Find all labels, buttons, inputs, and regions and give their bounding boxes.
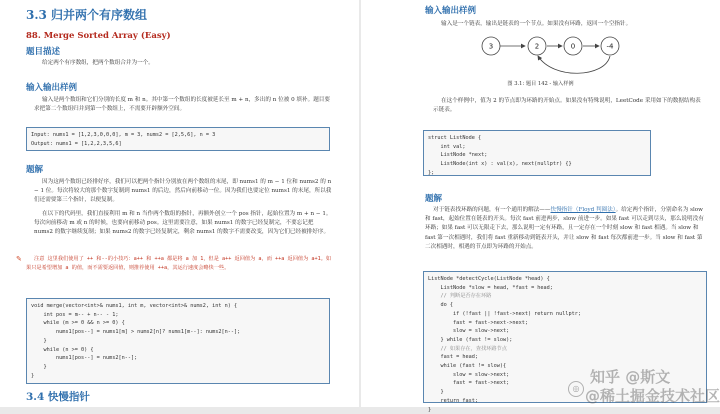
solution-heading: 题解 <box>425 194 443 204</box>
node-value: 0 <box>570 42 576 51</box>
solution-text: 对于链表找环路的问题，有一个通用的解法——快慢指针（Floyd 判圈法）。给定两个指针，分别命名为 slow 和 fast，起始位置在链表的开头。每次 fast 前进两步，slow 前进一步。如果 fast 可以走到尽头，那么说明没有环路；如果 fast 可以无限走下去，那么说明一定有环路，且一定存在一个时刻 slow 和 fast 相遇。当 slow 和 fast 第一次相遇时，我们将 fast 重新移动到链表开头，并让 slow 和 fast 每次都前进一步。当 slow 和 fast 第二次相遇时，相遇的节点即为环路的开始点。 <box>425 207 704 250</box>
code-line: ListNode *next; <box>428 152 488 159</box>
code-line: } <box>31 337 47 344</box>
solution-paragraph-2: 在以下的代码里，我们直接利用 m 和 n 当作两个数组的指针，再额外创立一个 pos 指针，起始位置为 m + n − 1。每次向前移动 m 或 n 的时候，也要向前移动 pos。这里需要注意，如果 nums1 的数字已经复制完，不要忘记把 nums2 的数字继续复制；如果 nums2 的数字已经复制完，剩余 nums1 的数字不需要改变，因为它们已经被排好序。 <box>34 211 332 236</box>
solution-heading: 题解 <box>26 165 44 175</box>
code-line: } <box>31 372 35 379</box>
code-line: } <box>31 363 47 370</box>
watermark-logo-icon: ◎ <box>568 381 584 397</box>
next-section-title: 3.4 快慢指针 <box>26 391 90 403</box>
io-text: 输入是两个数组和它们分别的长度 m 和 n。其中第一个数组的长度被延长至 m + n，多出的 n 位被 0 填补。题目要求把第二个数组归并到第一个数组上，不需要开辟额外空间。 <box>34 97 330 113</box>
solution-paragraph-1: 因为这两个数组已经排好序，我们可以把两个指针分别放在两个数组的末尾，即 nums1 的 m − 1 位和 nums2 的 n − 1 位。每次将较大的那个数字复制到 nums1 的后边，然后向前移动一位。因为我们也要定位 nums1 的末尾，所以我们还需要第三个指针，以便复制。 <box>34 179 332 204</box>
section-title: 3.3 归并两个有序数组 <box>26 8 148 22</box>
desc-text: 给定两个有序数组，把两个数组合并为一个。 <box>42 60 154 66</box>
code-line: while (fast != slow){ <box>428 363 507 370</box>
watermark-line-1: 知乎 @斯文 <box>590 368 671 386</box>
code-line: nums1[pos--] = nums2[n--]; <box>31 355 138 362</box>
node-value: 3 <box>488 42 494 51</box>
io-text: 输入是一个链表，输出是链表的一个节点。如果没有环路，返回一个空指针。 <box>441 21 632 27</box>
code-line: struct ListNode { <box>428 135 482 141</box>
node-value: 2 <box>534 42 540 51</box>
io-code-block <box>26 127 330 151</box>
left-page <box>0 0 359 407</box>
code-line: } while (fast != slow); <box>428 336 513 343</box>
io-heading: 输入输出样例 <box>425 6 477 16</box>
code-line: while (n >= 0) { <box>31 346 94 353</box>
desc-heading: 题目描述 <box>26 47 61 57</box>
code-line: Output: nums1 = [1,2,2,3,5,6] <box>31 140 122 147</box>
code-line: } <box>428 389 444 396</box>
cycle-arrow <box>538 56 610 73</box>
code-line: fast = head; <box>428 354 478 361</box>
watermark-line-2: @稀土掘金技术社区 <box>585 387 720 405</box>
code-line: ListNode(int x) : val(x), next(nullptr) {} <box>428 161 572 168</box>
code-line: nums1[pos--] = nums1[m] > nums2[n]? nums1[m--]: nums2[n--]; <box>31 329 241 336</box>
code-line: } <box>428 406 432 413</box>
merge-code-block <box>26 298 330 384</box>
code-line: int val; <box>428 143 466 150</box>
problem-title: 88. Merge Sorted Array (Easy) <box>26 31 171 41</box>
code-line: ListNode *detectCycle(ListNode *head) { <box>428 276 550 282</box>
code-line: fast = fast->next->next; <box>428 319 528 326</box>
right-page <box>361 0 720 413</box>
code-line: while (m >= 0 && n >= 0) { <box>31 320 125 327</box>
node-value: -4 <box>606 42 614 51</box>
code-line: do { <box>428 302 453 309</box>
code-line: slow = slow->next; <box>428 371 510 378</box>
figure-caption: 图 3.1: 题目 142 - 输入样例 <box>507 81 574 87</box>
code-line: slow = slow->next; <box>428 328 510 335</box>
code-line: Input: nums1 = [1,2,3,0,0,0], m = 3, nums2 = [2,5,6], n = 3 <box>31 132 216 138</box>
code-line: int pos = m-- + n-- - 1; <box>31 311 119 318</box>
code-line: void merge(vector<int>& nums1, int m, vector<int>& nums2, int n) { <box>31 303 238 309</box>
code-comment: // 判断是否存在环路 <box>428 293 492 300</box>
code-line: }; <box>428 169 435 176</box>
code-line: ListNode *slow = head, *fast = head; <box>428 284 553 291</box>
code-line: if (!fast || !fast->next) return nullptr; <box>428 310 582 317</box>
struct-code-block <box>423 130 651 176</box>
code-line: return fast; <box>428 397 478 404</box>
io-heading: 输入输出样例 <box>26 83 78 93</box>
floyd-link[interactable]: 快慢指针（Floyd 判圈法） <box>550 207 616 213</box>
code-line: fast = fast->next; <box>428 380 510 387</box>
after-figure-text: 在这个样例中，值为 2 的节点即为环路的开始点。如果没有特殊说明，LeetCode 采用如下的数据结构表示链表。 <box>433 98 701 114</box>
note-pencil-icon: ✎ <box>16 255 22 263</box>
solution-note: 注意 这里我们使用了 ++ 和--的小技巧：a++ 和 ++a 都是将 a 加 1，但是 a++ 返回值为 a，而 ++a 返回值为 a+1。如果只是希望增加 a 的值，而不需要返回值，则推荐使用 ++a，其运行速度会略快一些。 <box>26 256 332 272</box>
code-comment: // 如果存在，查找环路节点 <box>428 345 507 352</box>
